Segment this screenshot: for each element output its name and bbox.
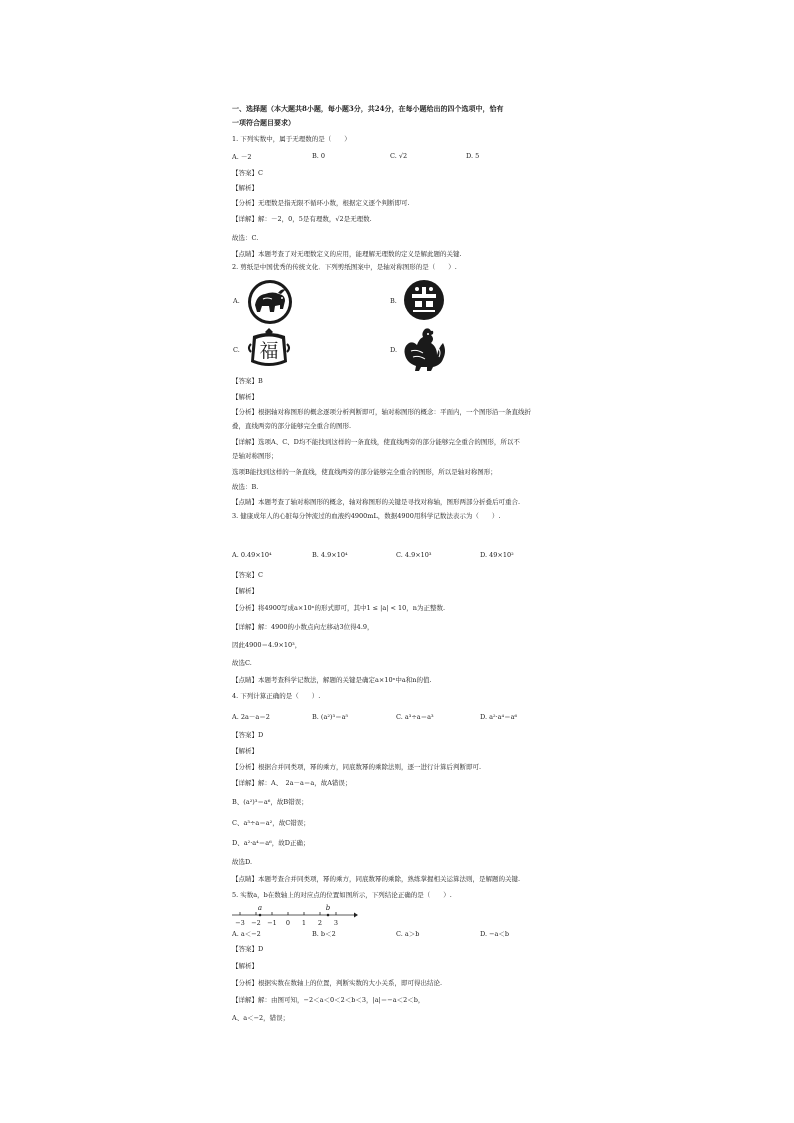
q2-guxuan: 故选：B.: [232, 483, 259, 491]
q2-xiangjie-line3: 选项B能找到这样的一条直线，使直线两旁的部分能够完全重合的图形，所以是轴对称图形；: [232, 468, 497, 476]
q4-guxuan: 故选D.: [232, 858, 253, 866]
q1-option-b: B. 0: [312, 152, 326, 160]
q5-option-b: B. b＜2: [312, 930, 336, 938]
q2-stem: 2. 剪纸是中国优秀的传统文化．下列剪纸图案中，是轴对称图形的是（ ）.: [232, 263, 457, 271]
q3-option-a: A. 0.49×10⁴: [232, 551, 272, 559]
q1-option-d: D. 5: [466, 152, 480, 160]
q2-jiexi: 【解析】: [232, 393, 258, 401]
q4-c: C、a³÷a＝a²，故C错误；: [232, 819, 310, 827]
point-a-label: a: [257, 904, 263, 912]
q5-stem: 5. 实数a，b在数轴上的对应点的位置如图所示，下列结论正确的是（ ）.: [232, 891, 452, 899]
papercut-rooster-image: [401, 325, 447, 373]
q5-answer: 【答案】D: [232, 945, 264, 953]
axis-tick-label: 3: [333, 919, 339, 927]
q3-yinci: 因此4900＝4.9×10³，: [232, 641, 302, 649]
q3-answer: 【答案】C: [232, 571, 263, 579]
q3-stem: 3. 健康成年人的心脏每分钟流过的血液约4900mL，数据4900用科学记数法表示为（ ）.: [232, 512, 501, 520]
q4-option-a: A. 2a－a＝2: [232, 713, 270, 721]
q4-stem: 4. 下列计算正确的是（ ）.: [232, 692, 321, 700]
q2-fenxi-line1: 【分析】根据轴对称图形的概念逐项分析判断即可，轴对称图形的概念：平面内，一个图形沿一条直线折: [232, 408, 531, 416]
q3-option-d: D. 49×10²: [480, 551, 514, 559]
q1-xiangjie: 【详解】解：－2，0，5是有理数，√2是无理数.: [232, 215, 372, 223]
q5-option-c: C. a＞b: [396, 930, 420, 938]
q5-fenxi: 【分析】根据实数在数轴上的位置，判断实数的大小关系，即可得出结论.: [232, 979, 443, 987]
q2-dianjing: 【点睛】本题考查了轴对称图形的概念，轴对称图形的关键是寻找对称轴，图形两部分折叠后可重合.: [232, 498, 521, 506]
number-line-figure: [230, 901, 360, 929]
q2-fenxi-line2: 叠，直线两旁的部分能够完全重合的图形.: [232, 422, 352, 430]
q5-a-line: A、a＜−2，错误；: [232, 1014, 290, 1022]
section-title-line1: 一、选择题（本大题共8小题，每小题3分，共24分，在每小题给出的四个选项中，恰有: [232, 104, 504, 113]
q1-option-c: C. √2: [390, 152, 408, 160]
point-b-label: b: [325, 904, 331, 912]
papercut-fu-image: [247, 326, 291, 372]
q2-xiangjie-line2: 是轴对称图形；: [232, 452, 278, 460]
q2-label-b: B.: [390, 297, 397, 305]
q2-label-a: A.: [233, 297, 240, 305]
q1-fenxi: 【分析】无理数是指无限不循环小数，根据定义逐个判断即可.: [232, 199, 410, 207]
q4-b: B、(a²)³＝a⁶，故B错误；: [232, 798, 308, 806]
q4-dianjing: 【点睛】本题考查合并同类项，幂的乘方，同底数幂的乘除，熟练掌握相关运算法则，是解题的关键.: [232, 875, 521, 883]
q3-xiangjie: 【详解】解：4900的小数点向左移动3位得4.9，: [232, 623, 374, 631]
q4-answer: 【答案】D: [232, 731, 264, 739]
q3-dianjing: 【点睛】本题考查科学记数法，解题的关键是确定a×10ⁿ中a和n的值.: [232, 676, 432, 684]
q3-option-b: B. 4.9×10⁴: [312, 551, 348, 559]
q3-option-c: C. 4.9×10³: [396, 551, 432, 559]
q4-xiangjie: 【详解】解：A、 2a－a＝a，故A错误；: [232, 779, 352, 787]
fu-char: 福: [259, 340, 279, 362]
q4-fenxi: 【分析】根据合并同类项，幂的乘方，同底数幂的乘除法则，逐一进行计算后判断即可.: [232, 763, 482, 771]
q4-option-b: B. (a²)³＝a⁵: [312, 713, 349, 721]
q4-option-c: C. a³÷a＝a³: [396, 713, 434, 721]
q3-jiexi: 【解析】: [232, 587, 258, 595]
q1-answer: 【答案】C: [232, 169, 263, 177]
q2-xiangjie-line1: 【详解】选项A、C、D均不能找到这样的一条直线，使直线两旁的部分能够完全重合的图形，所以不: [232, 438, 520, 446]
section-title-line2: 一项符合题目要求）: [232, 118, 295, 127]
q5-xiangjie: 【详解】解：由图可知，−2＜a＜0＜2＜b＜3，|a|＝−a＜2＜b，: [232, 996, 425, 1004]
axis-tick-label: 0: [285, 919, 291, 927]
q5-option-d: D. −a＜b: [480, 930, 510, 938]
axis-tick-label: −3: [235, 919, 245, 927]
q4-option-d: D. a²·a⁴＝a⁶: [480, 713, 518, 721]
q4-jiexi: 【解析】: [232, 747, 258, 755]
axis-tick-label: −2: [251, 919, 261, 927]
q2-answer: 【答案】B: [232, 377, 263, 385]
q2-label-c: C.: [233, 346, 240, 354]
papercut-ox-image: [247, 279, 293, 325]
q4-d: D、a²·a⁴＝a⁶，故D正确；: [232, 839, 310, 847]
axis-tick-label: −1: [267, 919, 277, 927]
papercut-symmetric-image: [403, 279, 445, 321]
q1-guxuan: 故选：C.: [232, 234, 259, 242]
q1-jiexi: 【解析】: [232, 184, 258, 192]
q3-guxuan: 故选C.: [232, 659, 252, 667]
q1-dianjing: 【点睛】本题考查了对无理数定义的应用，能理解无理数的定义是解此题的关键.: [232, 250, 462, 258]
q1-stem: 1. 下列实数中，属于无理数的是（ ）: [232, 135, 351, 143]
axis-tick-label: 2: [317, 919, 323, 927]
q1-option-a: A. －2: [232, 153, 252, 161]
axis-tick-label: 1: [301, 919, 307, 927]
q3-fenxi: 【分析】将4900写成a×10ⁿ的形式即可，其中1 ≤ |a| < 10，n为正整数.: [232, 604, 446, 612]
q5-jiexi: 【解析】: [232, 962, 258, 970]
q5-option-a: A. a＜−2: [232, 930, 261, 938]
q2-label-d: D.: [390, 346, 398, 354]
